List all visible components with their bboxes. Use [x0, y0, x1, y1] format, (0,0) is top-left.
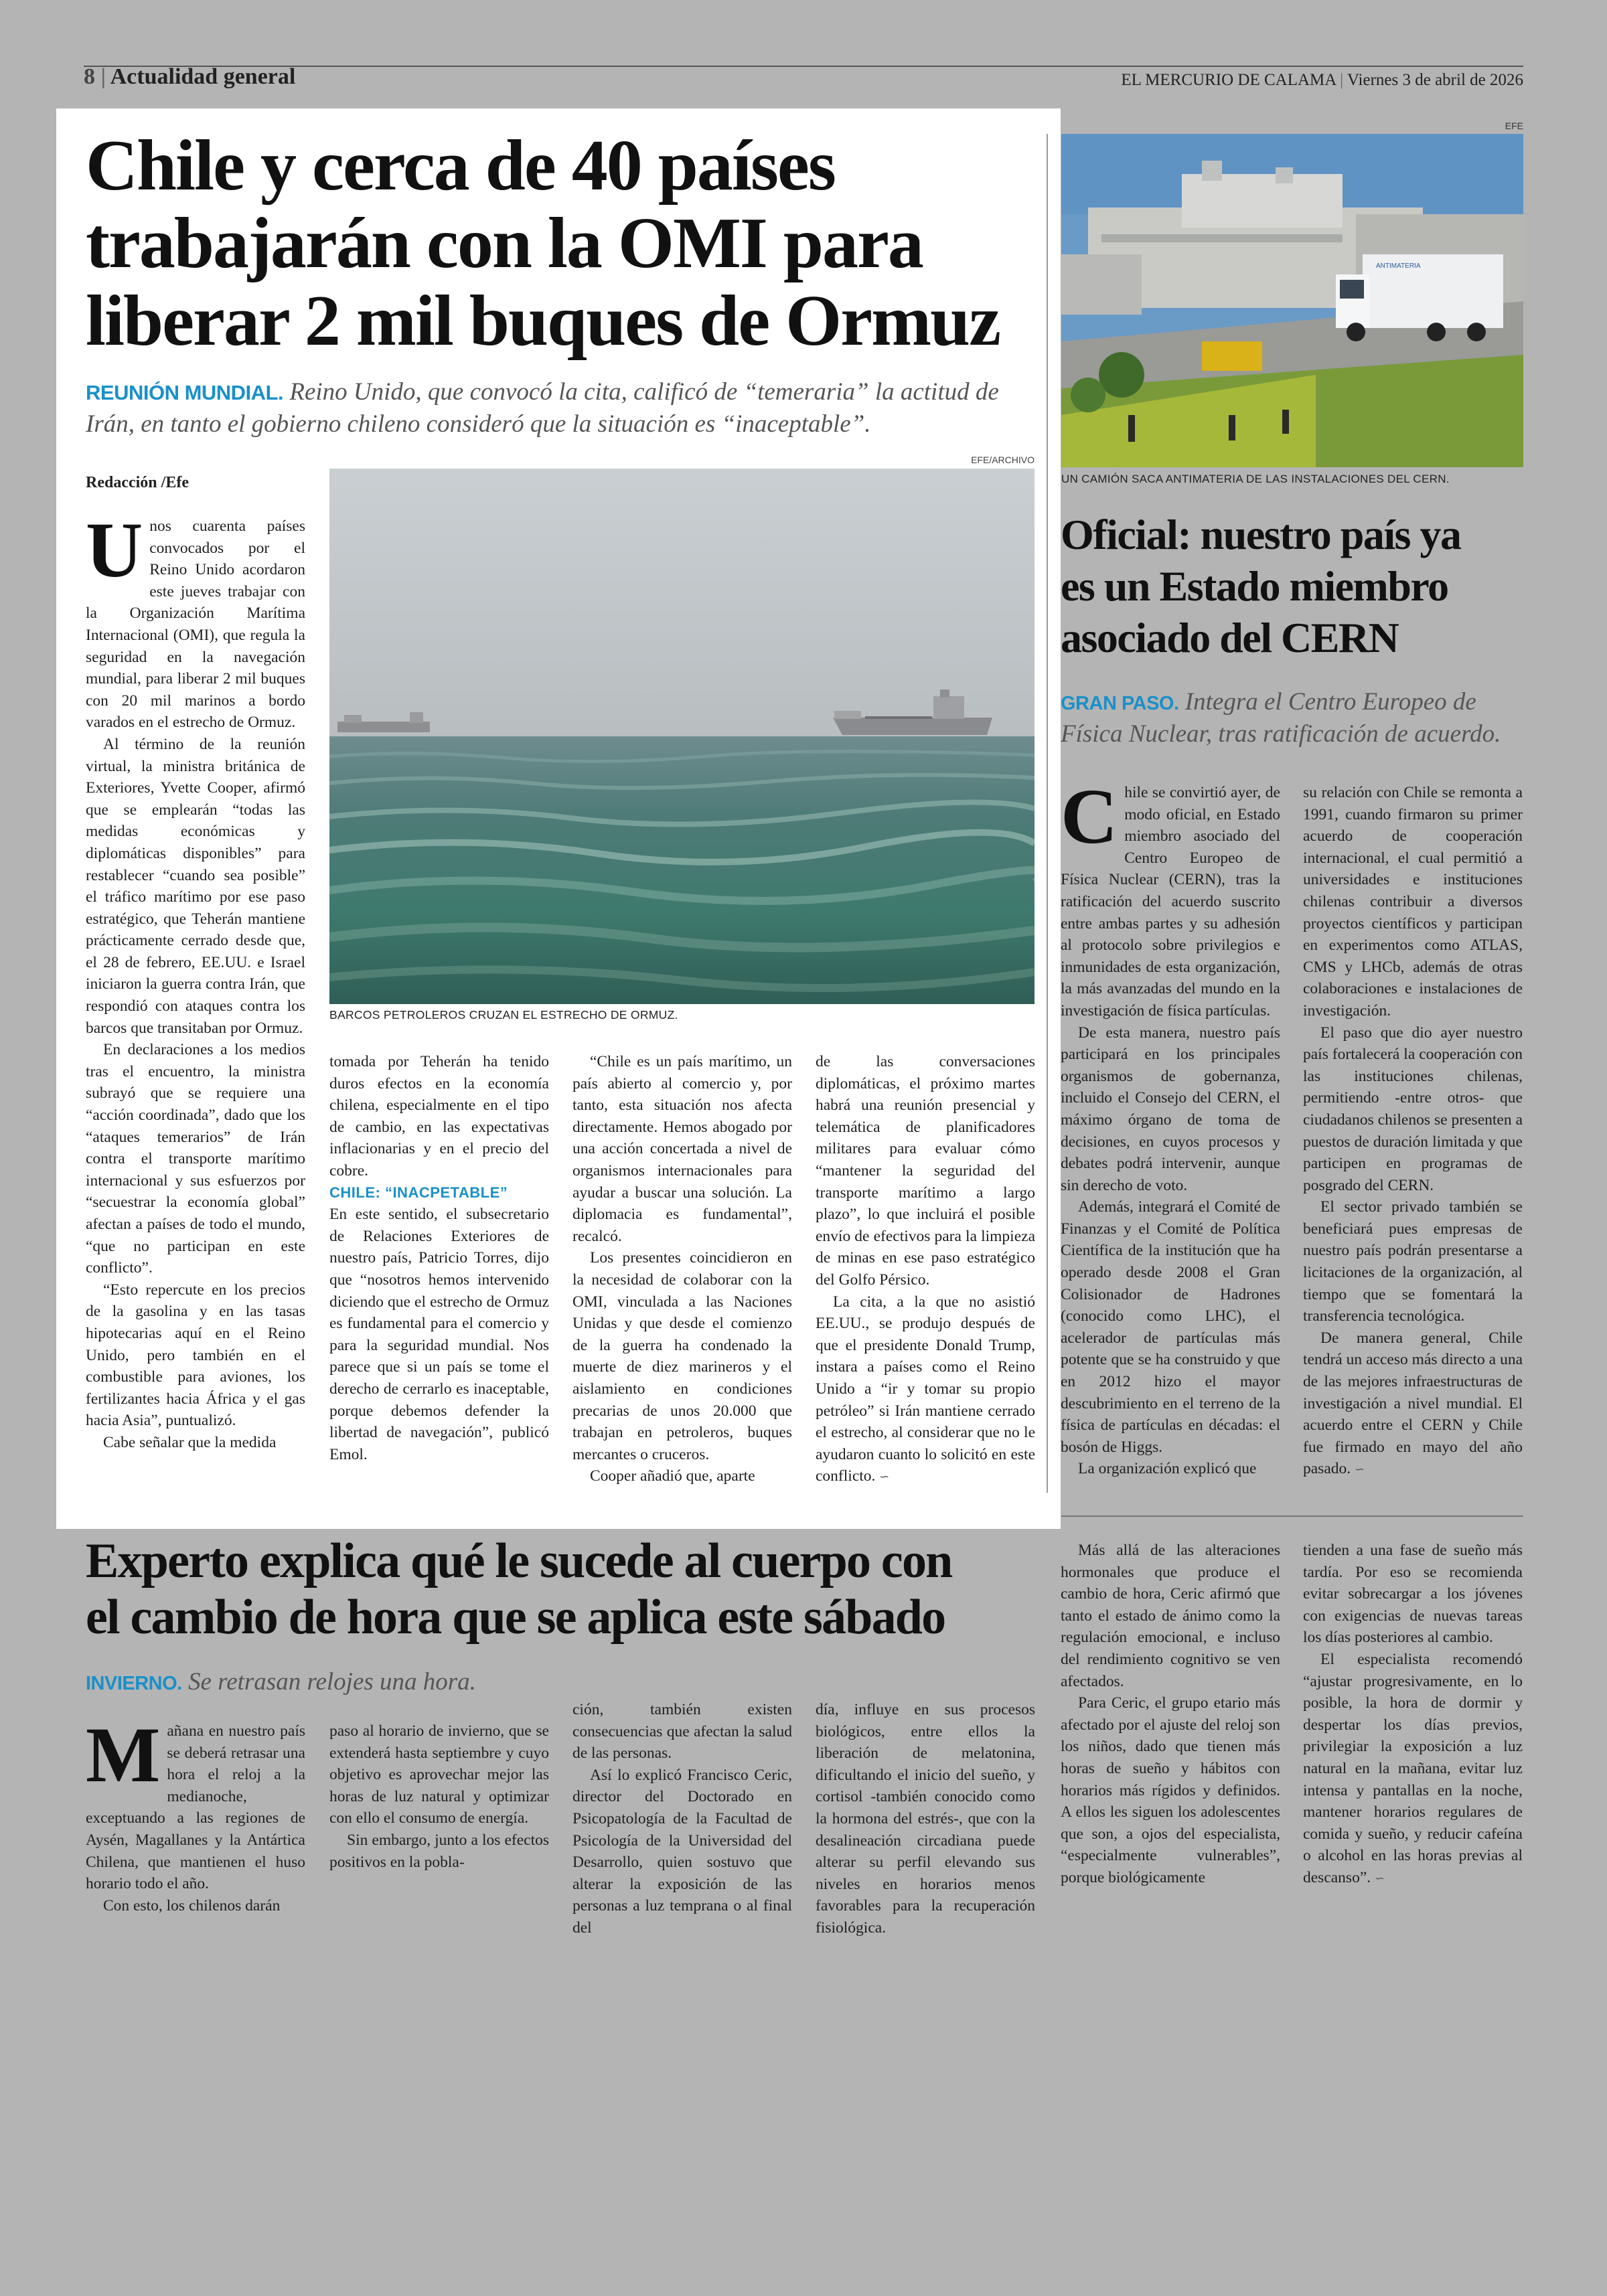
clock-paragraph: El especialista recomendó “ajustar progresivamente, en lo posible, la hora de dormir y despertar los días previos, privilegiar la exposición a luz natural en la mañana, evitar luz intensa y pantallas en la noche, mantener horarios regulares de comida y sueño, y reducir cafeína o alcohol en las horas previas al descanso”. ∽ [1303, 1650, 1523, 1886]
end-mark-icon: ∽ [1371, 1871, 1385, 1886]
main-paragraph: Cooper añadió que, aparte [590, 1467, 755, 1485]
clock-headline: Experto explica qué le sucede al cuerpo con el cambio de hora que se aplica este sábado [86, 1534, 952, 1645]
main-column-1 [86, 506, 305, 1454]
clock-dropcap: M [86, 1711, 161, 1799]
main-paragraph: “Esto repercute en los precios de la gasolina y en las tasas hipotecarias aquí en el Reino Unido, pero también en el combustible para aviones, los fertilizantes hacia África y el gas hacia Asia”, puntualizó. [86, 1281, 305, 1430]
main-paragraph: Los presentes coincidieron en la necesidad de colaborar con la OMI, vinculada a las Naciones Unidas y que desde el comienzo de la guerra ha condenado la muerte de diez marineros y el aislamiento en condiciones precarias de unos 20.000 que trabajan en petroleros, buques mercantes o cruceros. [572, 1249, 792, 1463]
main-column-3 [572, 1051, 792, 1487]
main-dropcap: U [86, 506, 143, 594]
main-photo-credit: EFE/ARCHIVO [971, 455, 1035, 465]
cern-paragraph: Chile se convirtió ayer, de modo oficial, en Estado miembro asociado del Centro Europeo de Física Nuclear (CERN), tras la ratificación del acuerdo suscrito entre ambas partes y su adhesión al protocolo sobre privilegios e inmunidades de esta organización, la más avanzadas del mundo en la investigación de física partículas. [1061, 772, 1280, 1019]
clock-paragraph: Para Ceric, el grupo etario más afectado por el ajuste del reloj son los niños, dado que tienen más horas de sueño y hábitos con horarios más rígidos y definidos. A ellos les siguen los adolescentes que son, a ojos del especialista, “especialmente vulnerables”, porque biológicamente [1061, 1694, 1280, 1886]
cern-paragraph: De manera general, Chile tendrá un acceso más directo a una de las mejores infraestructuras de investigación a nivel mundial. El acuerdo entre el CERN y Chile fue firmado en mayo del año pasado. ∽ [1303, 1329, 1523, 1478]
main-photo-caption: BARCOS PETROLEROS CRUZAN EL ESTRECHO DE ORMUZ. [329, 1008, 678, 1021]
main-paragraph: En declaraciones a los medios tras el encuentro, la ministra subrayó que se requiere una “acción coordinada”, dado que los “ataques temerarios” de Irán contra el transporte marítimo internacional y sus esfuerzos por “secuestrar la economía global” afectan a países de todo el mundo, “que no participan en este conflicto”. [86, 1041, 305, 1277]
cern-paragraph: De esta manera, nuestro país participará en los principales organismos de gobernanza, incluido el Consejo del CERN, el máximo órgano de toma de decisiones, en cuyos procesos y debates podrá intervenir, aunque sin derecho de voto. [1061, 1023, 1280, 1194]
cern-kicker: GRAN PASO. [1061, 693, 1179, 714]
main-paragraph: Unos cuarenta países convocados por el Reino Unido acordaron este jueves trabajar con la Organización Marítima Internacional (OMI), que regula la seguridad en la navegación mundial, para liberar 2 mil buques con 20 mil marinos a bordo varados en el estrecho de Ormuz. [86, 506, 305, 732]
clock-column-1 [86, 1711, 305, 1916]
cern-column-2 [1303, 782, 1523, 1481]
main-column-2 [329, 1051, 549, 1465]
page-number: 8 [84, 64, 95, 89]
cern-column-1 [1061, 772, 1280, 1480]
clock-paragraph: Más allá de las alteraciones hormonales que produce el cambio de hora, Ceric afirmó que tanto el estado de ánimo como la regulación emocional, e incluso del rendimiento cognitivo se ven afectados. [1061, 1542, 1280, 1690]
main-subhead: CHILE: “INACPETABLE” [329, 1183, 508, 1201]
main-deck [86, 376, 1037, 440]
van-icon [1202, 341, 1262, 371]
clock-paragraph: ción, también existen consecuencias que afectan la salud de las personas. [572, 1701, 792, 1762]
clock-paragraph: Mañana en nuestro país se deberá retrasar una hora el reloj a la medianoche, exceptuando a las regiones de Aysén, Magallanes y la Antártica Chilena, que mantienen el huso horario todo el año. [86, 1711, 305, 1893]
cern-deck [1061, 687, 1529, 750]
issue-date: Viernes 3 de abril de 2026 [1347, 71, 1523, 89]
bottom-section-rule [1061, 1515, 1523, 1517]
main-byline: Redacción /Efe [86, 474, 189, 491]
clock-kicker: INVIERNO. [86, 1673, 182, 1694]
main-deck-text: Reino Unido, que convocó la cita, calificó de “temeraria” la actitud de Irán, en tanto el gobierno chileno consideró que la situación es “inaceptable”. [86, 378, 999, 438]
cern-paragraph: El sector privado también se beneficiará pues empresas de nuestro país podrán presentarse a licitaciones de la organización, al tiempo que se fomentará la transferencia tecnológica. [1303, 1198, 1523, 1325]
clock-paragraph: día, influye en sus procesos biológicos, entre ellos la liberación de melatonina, dificultando el inicio del sueño, y cortisol -también conocido como la hormona del estrés-, que con la desalineación circadiana puede alterar su perfil elevando sus niveles en horarios menos favorables para la recuperación fisiológica. [816, 1701, 1035, 1937]
clock-column-6 [1303, 1540, 1523, 1890]
header-rule [84, 66, 1523, 67]
clock-column-2 [329, 1720, 549, 1873]
section-name: Actualidad general [110, 64, 296, 89]
cern-paragraph: La organización explicó que [1078, 1460, 1257, 1478]
cern-dropcap: C [1061, 772, 1118, 860]
clock-paragraph: Con esto, los chilenos darán [103, 1896, 281, 1914]
cern-paragraph: El paso que dio ayer nuestro país fortalecerá la cooperación con las instituciones chilenas, permitiendo -entre otros- que ciudadanos chilenos se presenten a puestos de duración limitada y que participen en programas de posgrado del CERN. [1303, 1023, 1523, 1194]
masthead: EL MERCURIO DE CALAMA | Viernes 3 de abril de 2026 [1121, 71, 1523, 89]
newspaper-name: EL MERCURIO DE CALAMA [1121, 71, 1336, 89]
ships-photo-svg [329, 469, 1035, 1004]
clock-column-3 [572, 1699, 792, 1939]
clock-deck [86, 1667, 1057, 1699]
main-paragraph: Cabe señalar que la medida [103, 1433, 277, 1451]
clock-deck-text: Se retrasan relojes una hora. [188, 1668, 476, 1696]
main-paragraph: En este sentido, el subsecretario de Relaciones Exteriores de nuestro país, Patricio Torres, dijo que “nosotros hemos intervenido diciendo que el estrecho de Ormuz es fundamental para el comercio y para la seguridad mundial. Nos parece que si un país se tome el derecho de cerrarlo es inaceptable, porque debemos defender la libertad de navegación”, publicó Emol. [329, 1206, 549, 1463]
main-column-4 [816, 1051, 1035, 1489]
cern-paragraph: su relación con Chile se remonta a 1991, cuando firmaron su primer acuerdo de cooperación internacional, el cual permitió a universidades e instituciones chilenas contribuir a diversos proyectos científicos y participan en experimentos como ATLAS, CMS y LHCb, además de otras colaboraciones e instalaciones de investigación. [1303, 784, 1523, 1019]
cern-paragraph: Además, integrará el Comité de Finanzas y el Comité de Política Científica de la institución que ha operado desde 2008 el Gran Colisionador de Hadrones (conocido como LHC), el acelerador de partículas más potente que se ha construido y que en 2012 hizo el mayor descubrimiento en el terreno de la física de partículas en décadas: el bosón de Higgs. [1061, 1198, 1280, 1456]
end-mark-icon: ∽ [875, 1470, 890, 1485]
main-paragraph: de las conversaciones diplomáticas, el próximo martes habrá una reunión presencial y telemática de planificadores militares para evaluar cómo “mantener la seguridad del transporte marítimo a largo plazo”, lo que incluirá el posible envío de efectivos para la limpieza de minas en ese paso estratégico del Golfo Pérsico. [816, 1053, 1035, 1289]
clock-paragraph: Sin embargo, junto a los efectos positivos en la pobla- [329, 1831, 549, 1871]
cern-headline: Oficial: nuestro país ya es un Estado miembro asociado del CERN [1061, 511, 1461, 661]
main-paragraph: La cita, a la que no asistió EE.UU., se produjo después de que el presidente Donald Trump, instara a países como el Reino Unido a “ir y tomar su propio petróleo” si Irán mantiene cerrado el estrecho, al considerar que no le ayudaron cuanto lo solicitó en este conflicto. ∽ [816, 1293, 1035, 1485]
main-paragraph: tomada por Teherán ha tenido duros efectos en la economía chilena, especialmente en el tipo de cambio, en las expectativas inflacionarias y en el precio del cobre. [329, 1053, 549, 1179]
main-kicker: REUNIÓN MUNDIAL. [86, 381, 284, 404]
cern-photo-svg [1061, 134, 1523, 467]
main-headline: Chile y cerca de 40 países trabajarán con la OMI para liberar 2 mil buques de Ormuz [86, 126, 1000, 361]
cern-deck-text: Integra el Centro Europeo de Física Nuclear, tras ratificación de acuerdo. [1061, 688, 1501, 748]
truck-label: ANTIMATERIA [1376, 262, 1421, 270]
clock-paragraph: tienden a una fase de sueño más tardía. Por eso se recomienda evitar sobrecargar a los jóvenes con exigencias de nuevas tareas los días posteriores al cambio. [1303, 1542, 1523, 1647]
cern-photo [1061, 134, 1523, 467]
clock-column-4 [816, 1699, 1035, 1939]
main-paragraph: “Chile es un país marítimo, un país abierto al comercio y, por tanto, esta situación nos afecta directamente. Hemos abogado por una acción concertada a nivel de organismos internacionales para ayudar a buscar una solución. La diplomacia es fundamental”, recalcó. [572, 1053, 792, 1245]
main-photo [329, 469, 1035, 1004]
page-folio: 8 | Actualidad general [84, 64, 296, 89]
clock-paragraph: Así lo explicó Francisco Ceric, director del Doctorado en Psicopatología de la Facultad de Psicología de la Universidad del Desarrollo, quien sostuvo que alterar la exposición de las personas a luz temprana o al final del [572, 1766, 792, 1937]
end-mark-icon: ∽ [1351, 1463, 1365, 1477]
main-paragraph: Al término de la reunión virtual, la ministra británica de Exteriores, Yvette Cooper, afirmó que se emplearán “todas las medidas económicas y diplomáticas disponibles” para restablecer “cuando sea posible” el tráfico marítimo por ese paso estratégico, que Teherán mantiene prácticamente cerrado desde que, el 28 de febrero, EE.UU. e Israel iniciaron la guerra contra Irán, que respondió con ataques contra los barcos que transitaban por Ormuz. [86, 735, 305, 1037]
cern-photo-caption: UN CAMIÓN SACA ANTIMATERIA DE LAS INSTALACIONES DEL CERN. [1061, 473, 1450, 485]
clock-column-5 [1061, 1540, 1280, 1889]
cern-photo-credit: EFE [1505, 120, 1523, 131]
clock-paragraph: paso al horario de invierno, que se extenderá hasta septiembre y cuyo objetivo es aprovechar mejor las horas de luz natural y optimizar con ello el consumo de energía. [329, 1722, 549, 1827]
